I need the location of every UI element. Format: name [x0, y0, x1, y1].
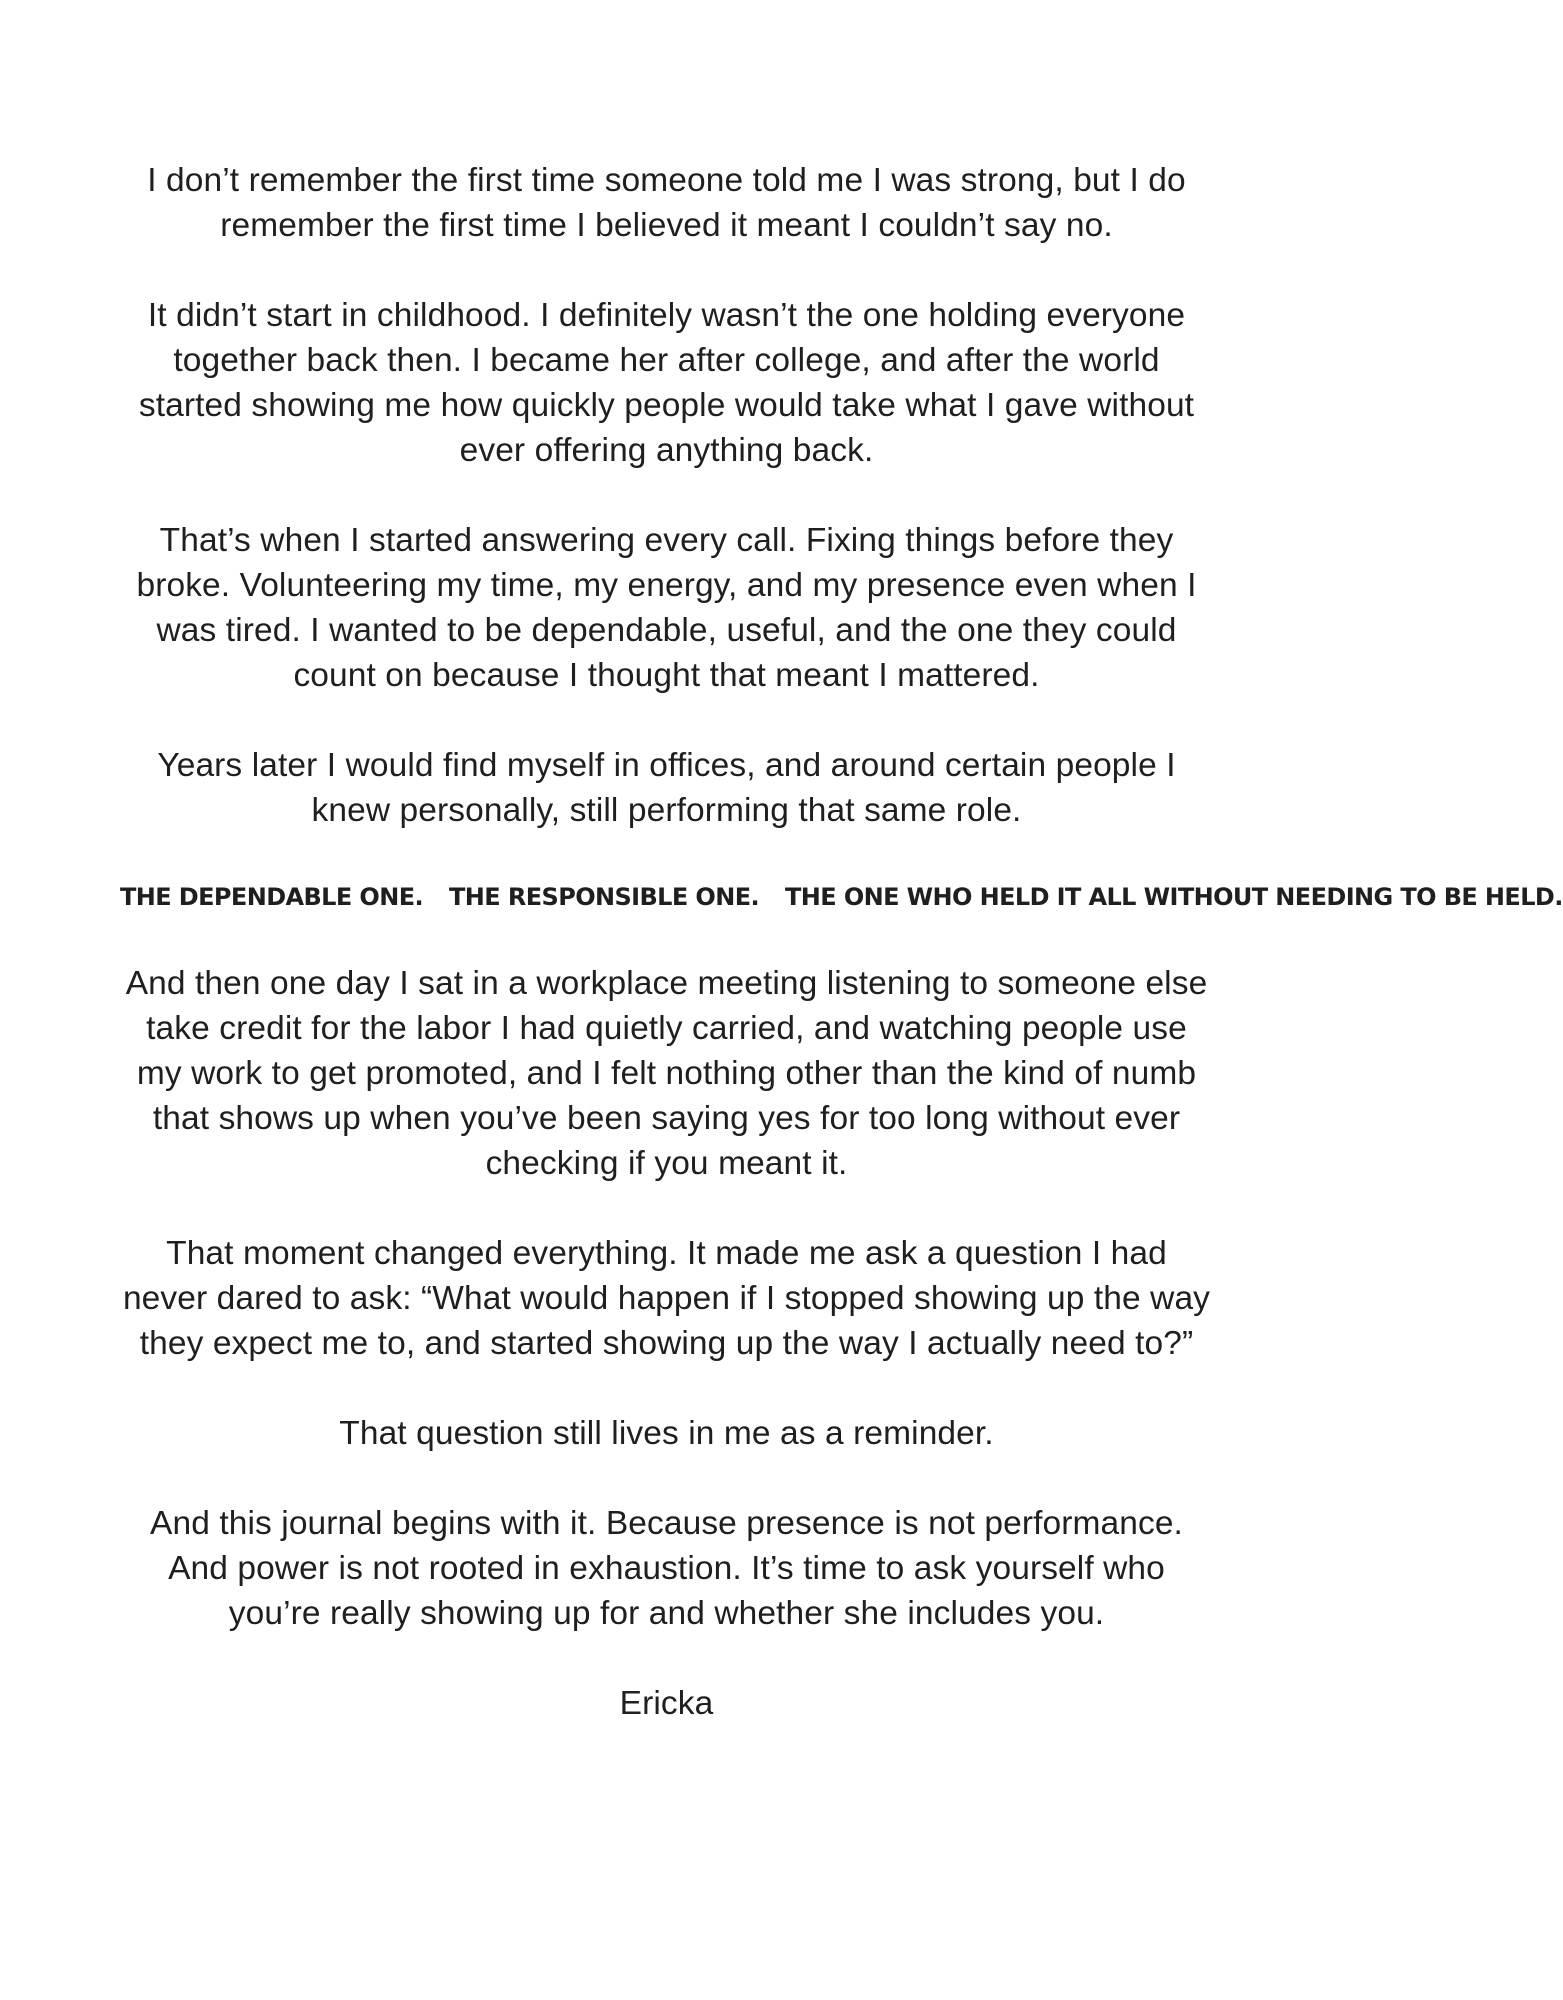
paragraph-journal-begins: And this journal begins with it. Because presence is not performance. And power is not rooted in exhaustion. It’s time to ask yourself who you’re really showing up for and whether she includes you.: [150, 1505, 1183, 1632]
paragraph-question: That moment changed everything. It made me ask a question I had never dared to ask: “What would happen if I stopped showing up the way they expect me to, and started showing up the way I actually need to?”: [122, 1235, 1211, 1362]
role-held-it-all: THE ONE WHO HELD IT ALL WITHOUT NEEDING TO BE HELD.: [785, 883, 1563, 911]
paragraph-answering-calls: That’s when I started answering every call. Fixing things before they broke. Volunteering my time, my energy, and my presence even when I was tired. I wanted to be dependable, useful, and the one they could count on because I thought that meant I mattered.: [136, 522, 1197, 694]
role-responsible: THE RESPONSIBLE ONE.: [449, 883, 760, 911]
paragraph-reminder: That question still lives in me as a reminder.: [339, 1415, 994, 1452]
letter-body: [120, 158, 1563, 1726]
paragraph-years-later: Years later I would find myself in offices, and around certain people I knew personally, still performing that same role.: [157, 747, 1176, 829]
paragraph-workplace-meeting: And then one day I sat in a workplace meeting listening to someone else take credit for the labor I had quietly carried, and watching people use my work to get promoted, and I felt nothing other than the kind of numb that shows up when you’ve been saying yes for too long without ever checking if you meant it.: [125, 965, 1208, 1182]
role-dependable: THE DEPENDABLE ONE.: [120, 883, 424, 911]
paragraph-childhood: It didn’t start in childhood. I definitely wasn’t the one holding everyone together back then. I became her after college, and after the world started showing me how quickly people would take what I gave without ever offering anything back.: [138, 297, 1195, 469]
paragraph-opening: I don’t remember the first time someone told me I was strong, but I do remember the first time I believed it meant I couldn’t say no.: [147, 162, 1186, 244]
roles-line: [120, 881, 1563, 913]
signature: Ericka: [619, 1685, 714, 1722]
